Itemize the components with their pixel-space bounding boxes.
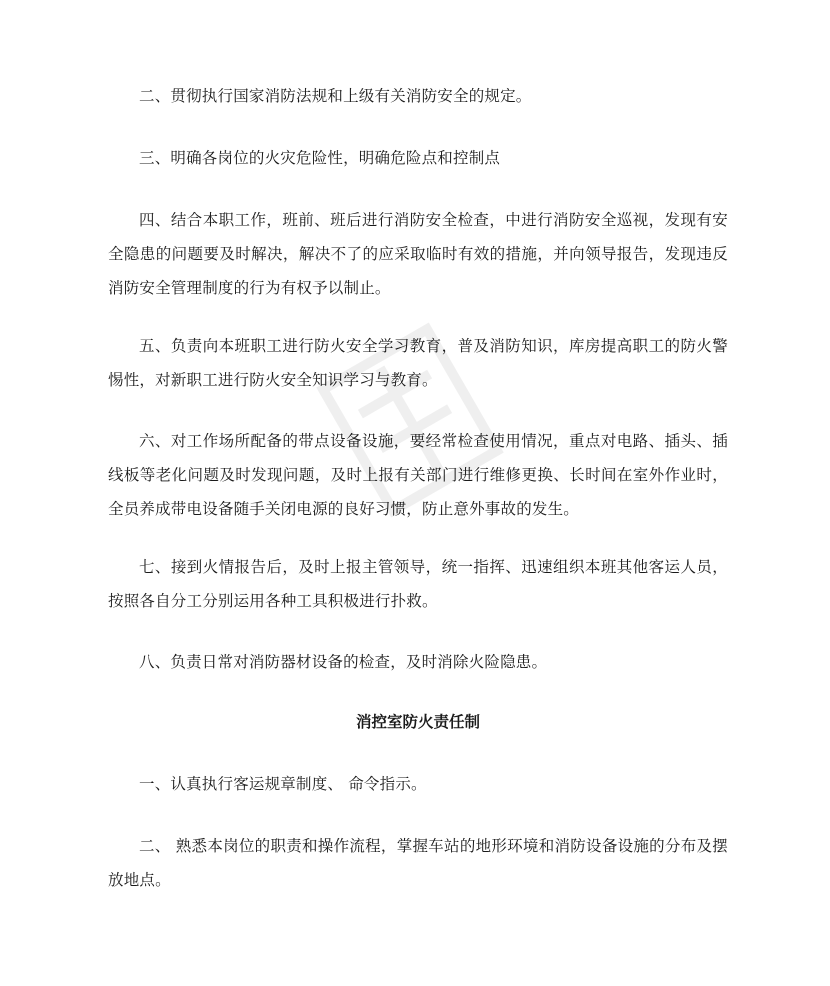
section-title: 消控室防火责任制 [355, 713, 480, 731]
paragraph-6: 六、对工作场所配备的带点设备设施，要经常检查使用情况，重点对电路、插头、插线板等老化问题及时发现问题，及时上报有关部门进行维修更换、长时间在室外作业时，全员养成带电设备随手关闭电源的良好习惯，防止意外事故的发生。 [108, 432, 728, 518]
paragraph-7: 七、接到火情报告后，及时上报主管领导，统一指挥、迅速组织本班其他客运人员，按照各自分工分别运用各种工具积极进行扑救。 [108, 558, 728, 610]
paragraph-2: 二、贯彻执行国家消防法规和上级有关消防安全的规定。 [139, 87, 532, 105]
paragraph-5: 五、负责向本班职工进行防火安全学习教育，普及消防知识，库房提高职工的防火警惕性，对新职工进行防火安全知识学习与教育。 [108, 337, 728, 389]
section-paragraph-1: 一、认真执行客运规章制度、 命令指示。 [139, 775, 427, 793]
paragraph-3: 三、明确各岗位的火灾危险性，明确危险点和控制点 [139, 149, 501, 167]
paragraph-8: 八、负责日常对消防器材设备的检查，及时消除火险隐患。 [139, 653, 548, 671]
section-paragraph-2: 二、 熟悉本岗位的职责和操作流程，掌握车站的地形环境和消防设备设施的分布及摆放地点。 [108, 837, 728, 889]
paragraph-4: 四、结合本职工作，班前、班后进行消防安全检查，中进行消防安全巡视，发现有安全隐患的问题要及时解决，解决不了的应采取临时有效的措施，并向领导报告，发现违反消防安全管理制度的行为有权予以制止。 [108, 211, 728, 297]
